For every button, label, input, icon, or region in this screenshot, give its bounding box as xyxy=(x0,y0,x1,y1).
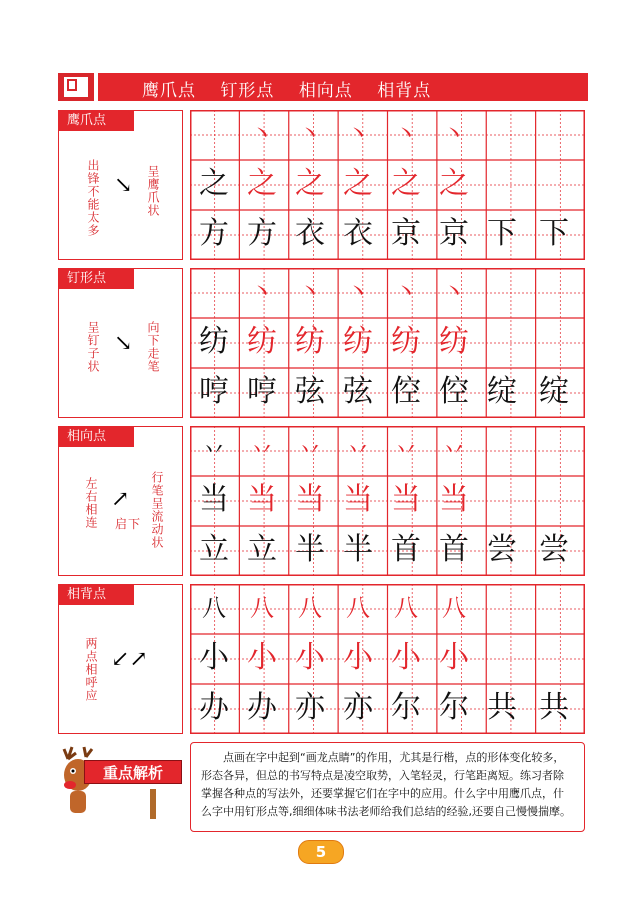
section-4-r1-c1: 八 xyxy=(202,594,226,622)
section-2-r1-c6: 丶 xyxy=(442,278,466,306)
section-4-r3-c2: 办 xyxy=(247,690,277,725)
section-2-r3-c7: 绽 xyxy=(487,374,517,409)
section-3-r3-c5: 首 xyxy=(391,532,421,567)
section-4-r1-c2: 八 xyxy=(250,594,274,622)
section-3-tab: 相向点 xyxy=(59,427,134,447)
section-1-r3-c2: 方 xyxy=(247,216,277,251)
section-3-note-right: 行笔呈流动状 xyxy=(150,471,164,549)
section-2-r2-c3: 纺 xyxy=(295,324,325,359)
section-1-r1-c5: 丶 xyxy=(394,120,418,148)
section-4-r2-c4: 小 xyxy=(343,640,373,675)
section-1-r3-c1: 方 xyxy=(199,216,229,251)
section-2-r3-c6: 倥 xyxy=(439,374,469,409)
section-3-note-left: 左右相连 xyxy=(84,477,98,529)
section-1-note-right: 呈鹰爪状 xyxy=(146,165,160,217)
section-4-r3-c8: 共 xyxy=(539,690,569,725)
section-3-r3-c8: 尝 xyxy=(539,532,569,567)
section-2-r3-c3: 弦 xyxy=(295,374,325,409)
section-4-r1-c5: 八 xyxy=(394,594,418,622)
section-1-r1-c6: 丶 xyxy=(442,120,466,148)
section-1-grid xyxy=(190,110,585,260)
section-3-r2-c4: 当 xyxy=(343,482,373,517)
section-4-r2-c5: 小 xyxy=(391,640,421,675)
section-4-r1-c6: 八 xyxy=(442,594,466,622)
section-2-grid xyxy=(190,268,585,418)
section-3-r1-c3: 丷 xyxy=(298,436,322,464)
section-1-r2-c6: 之 xyxy=(439,166,469,201)
section-4-r2-c3: 小 xyxy=(295,640,325,675)
key-analysis-label: 重点解析 xyxy=(84,760,182,784)
section-4-r3-c4: 亦 xyxy=(343,690,373,725)
section-3-r1-c6: 丷 xyxy=(442,436,466,464)
section-3-r2-c3: 当 xyxy=(295,482,325,517)
section-1-r2-c4: 之 xyxy=(343,166,373,201)
section-3-r3-c2: 立 xyxy=(247,532,277,567)
section-3-grid xyxy=(190,426,585,576)
section-2-r1-c2: 丶 xyxy=(250,278,274,306)
page-number: 5 xyxy=(298,840,344,864)
section-2-r2-c5: 纺 xyxy=(391,324,421,359)
header-title xyxy=(142,76,449,101)
section-3-r3-c6: 首 xyxy=(439,532,469,567)
section-4-tab: 相背点 xyxy=(59,585,134,605)
section-2-tab: 钉形点 xyxy=(59,269,134,289)
section-2-panel xyxy=(58,268,183,418)
section-1-panel xyxy=(58,110,183,260)
section-4-r1-c4: 八 xyxy=(346,594,370,622)
section-1-r2-c2: 之 xyxy=(247,166,277,201)
section-2-r1-c5: 丶 xyxy=(394,278,418,306)
analysis-text-box xyxy=(190,742,585,832)
section-1-r3-c6: 京 xyxy=(439,216,469,251)
section-3-note-mid: 启下 xyxy=(115,517,142,531)
section-2-r3-c5: 倥 xyxy=(391,374,421,409)
header-square-icon xyxy=(58,73,94,101)
section-3-r1-c1: 丷 xyxy=(202,436,226,464)
section-4-r2-c2: 小 xyxy=(247,640,277,675)
section-2-r3-c2: 哼 xyxy=(247,374,277,409)
section-4-note-left: 两点相呼应 xyxy=(84,637,98,702)
section-3-stroke-sample: ↗ xyxy=(111,487,130,512)
section-1-r1-c3: 丶 xyxy=(298,120,322,148)
analysis-text: 点画在字中起到“画龙点睛”的作用，尤其是行楷，点的形体变化较多，形态各异，但总的书写特点是凌空取势，入笔轻灵，行笔距离短。练习者除掌握各种点的写法外，还要掌握它们在字中的应用。什么字中用鹰爪点，什么字中用钉形点等,细细体味书法老师给我们总结的经验,还要自己慢慢揣摩。 xyxy=(201,751,571,818)
page-header xyxy=(58,73,588,101)
section-4-r3-c1: 办 xyxy=(199,690,229,725)
section-1-r2-c1: 之 xyxy=(199,166,229,201)
section-4-r2-c6: 小 xyxy=(439,640,469,675)
section-1-r3-c5: 京 xyxy=(391,216,421,251)
header-title-1: 鹰爪点 xyxy=(142,81,196,101)
section-1-stroke-sample: ↘ xyxy=(114,173,133,198)
section-2-stroke-sample: ↘ xyxy=(114,331,133,356)
section-1-r3-c4: 衣 xyxy=(343,216,373,251)
section-3-r2-c6: 当 xyxy=(439,482,469,517)
header-title-2: 钉形点 xyxy=(220,81,275,101)
section-1-note-left: 出锋不能太多 xyxy=(86,159,100,237)
section-3-r2-c5: 当 xyxy=(391,482,421,517)
section-1-r2-c3: 之 xyxy=(295,166,325,201)
section-1-tab: 鹰爪点 xyxy=(59,111,134,131)
section-3-r3-c7: 尝 xyxy=(487,532,517,567)
section-2-r3-c1: 哼 xyxy=(199,374,229,409)
section-2-r2-c2: 纺 xyxy=(247,324,277,359)
section-2-r1-c3: 丶 xyxy=(298,278,322,306)
section-3-r3-c4: 半 xyxy=(343,532,373,567)
section-4-r2-c1: 小 xyxy=(199,640,229,675)
section-3-r1-c2: 丷 xyxy=(250,436,274,464)
section-3-r1-c4: 丷 xyxy=(346,436,370,464)
section-4-r3-c6: 尔 xyxy=(439,690,469,725)
reindeer-mascot-icon xyxy=(60,745,190,825)
section-1-r3-c7: 下 xyxy=(487,216,517,251)
section-4-r3-c7: 共 xyxy=(487,690,517,725)
section-4-panel xyxy=(58,584,183,734)
section-2-r2-c4: 纺 xyxy=(343,324,373,359)
section-3-panel xyxy=(58,426,183,576)
section-1-r3-c8: 下 xyxy=(539,216,569,251)
section-2-r2-c1: 纺 xyxy=(199,324,229,359)
section-1-r2-c5: 之 xyxy=(391,166,421,201)
section-2-note-left: 呈钉子状 xyxy=(86,321,100,373)
section-3-r3-c1: 立 xyxy=(199,532,229,567)
header-title-3: 相向点 xyxy=(298,81,353,101)
section-1-r3-c3: 衣 xyxy=(295,216,325,251)
section-3-r2-c1: 当 xyxy=(199,482,229,517)
section-3-r1-c5: 丷 xyxy=(394,436,418,464)
section-4-grid xyxy=(190,584,585,734)
section-4-stroke-sample: ↙↗ xyxy=(111,647,148,672)
section-2-r3-c8: 绽 xyxy=(539,374,569,409)
section-3-r2-c2: 当 xyxy=(247,482,277,517)
section-4-r3-c3: 亦 xyxy=(295,690,325,725)
section-4-r3-c5: 尔 xyxy=(391,690,421,725)
section-4-r1-c3: 八 xyxy=(298,594,322,622)
header-title-4: 相背点 xyxy=(377,81,432,101)
section-3-r3-c3: 半 xyxy=(295,532,325,567)
section-2-r1-c4: 丶 xyxy=(346,278,370,306)
section-1-r1-c2: 丶 xyxy=(250,120,274,148)
section-2-r3-c4: 弦 xyxy=(343,374,373,409)
section-2-r2-c6: 纺 xyxy=(439,324,469,359)
section-2-note-right: 向下走笔 xyxy=(146,321,160,373)
section-1-r1-c4: 丶 xyxy=(346,120,370,148)
